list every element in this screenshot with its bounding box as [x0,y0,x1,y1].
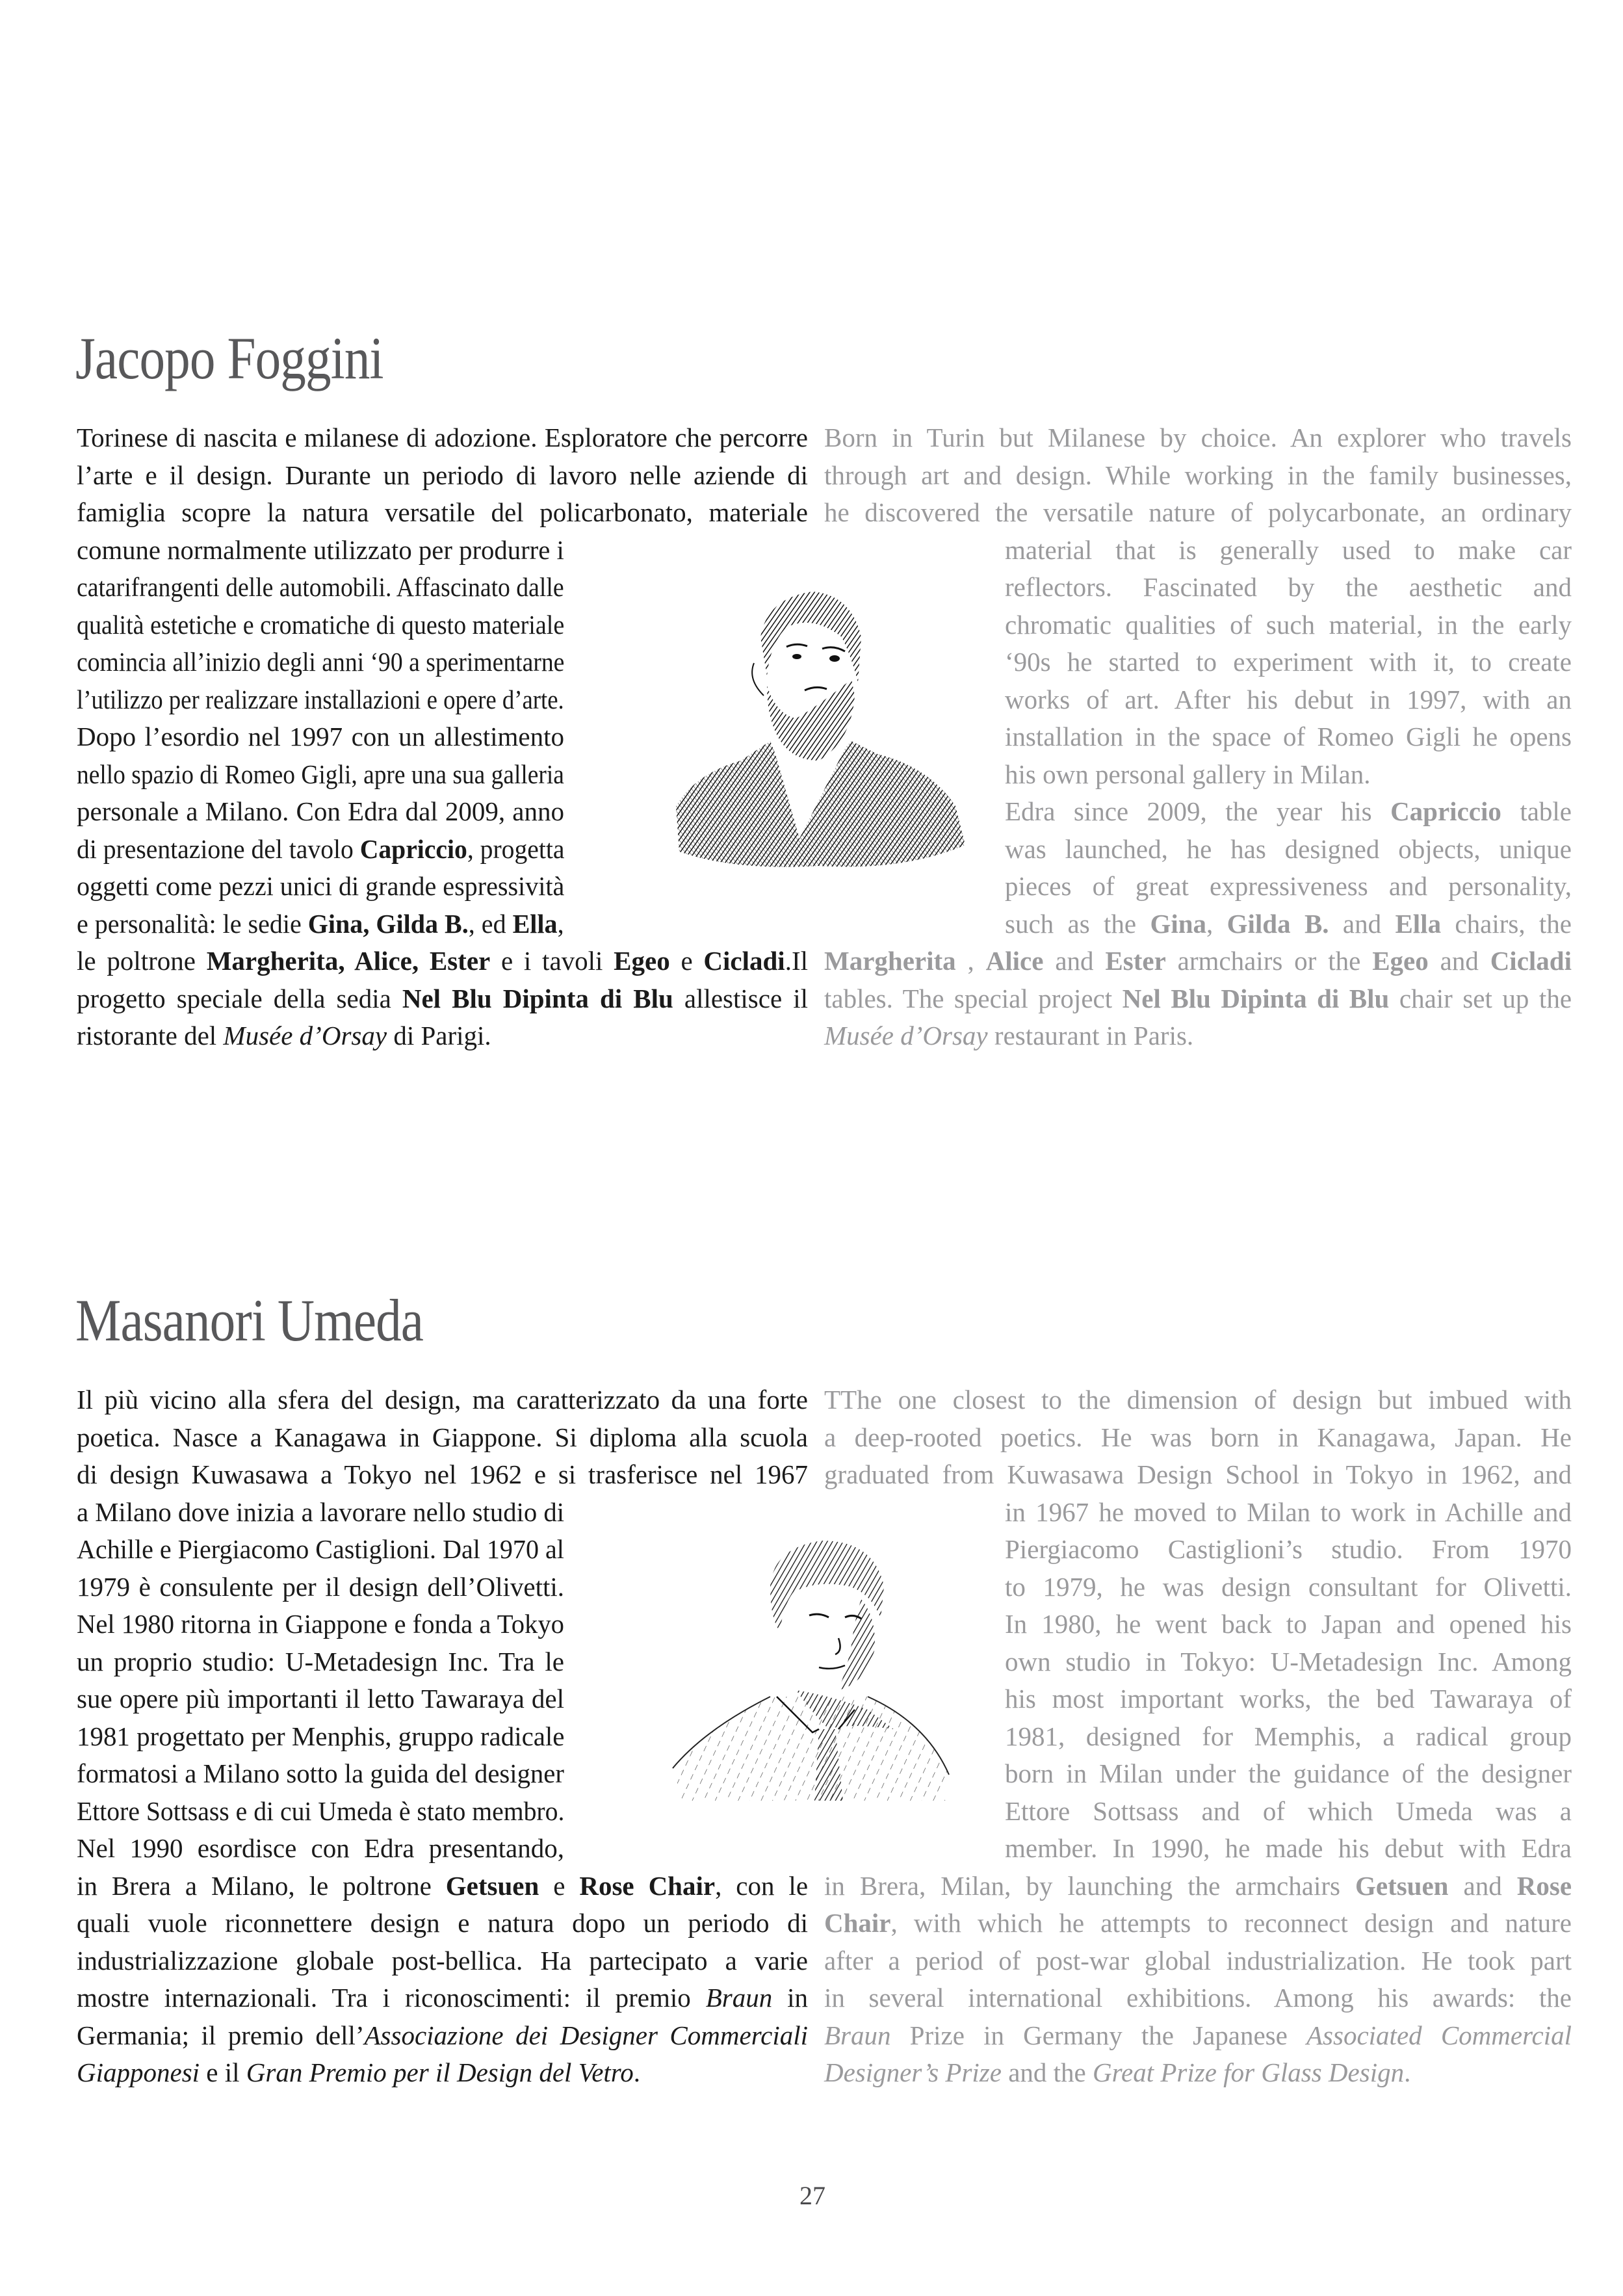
text-run: famiglia scopre la natura versatile del policarbonato, materiale [77,497,808,527]
text-line [1005,718,1572,756]
emphasis-text: Gran Premio per il Design del Vetro [246,2057,634,2087]
text-run: pieces of great expressiveness and personality, [1005,871,1572,901]
text-run: , con le [715,1870,809,1901]
text-run: member. In 1990, he made his debut with Edra [1005,1833,1572,1863]
text-run: , with which he attempts to reconnect design and nature [890,1908,1572,1938]
text-line [77,2054,640,2092]
text-run: mostre internazionali. Tra i riconoscimenti: il premio [77,1983,706,2013]
text-run: .Il [785,946,808,976]
text-run: nello spazio di Romeo Gigli, apre una sua galleria [77,759,564,789]
text-line [77,2017,808,2055]
text-run: 1981 progettato per Menphis, gruppo radicale [77,1721,565,1751]
emphasis-text: Musée d’Orsay [824,1021,988,1050]
text-run: Piergiacomo Castiglioni’s studio. From 1970 [1005,1534,1572,1564]
product-name: Getsuen [445,1870,539,1901]
text-run: in several international exhibitions. Among his awards: the [824,1983,1572,2013]
text-run: armchairs or the [1165,946,1373,976]
emphasis-text: Musée d’Orsay [223,1021,387,1050]
text-run: un proprio studio: U-Metadesign Inc. Tra le [77,1646,564,1676]
text-line [824,2017,1572,2055]
text-run: and [1448,1870,1517,1901]
text-run: In 1980, he went back to Japan and opened his [1005,1609,1572,1639]
text-line [77,980,808,1018]
text-line [1005,1569,1572,1606]
text-run: formatosi a Milano sotto la guida del designer [77,1758,564,1788]
text-line [824,2054,1410,2092]
text-line [1005,1830,1572,1868]
text-run: 1981, designed for Memphis, a radical group [1005,1721,1572,1751]
emphasis-text: Associated Commercial [1306,2020,1572,2050]
text-line [77,1643,564,1681]
text-line [77,943,808,980]
designer-name-title: Masanori Umeda [75,1287,424,1353]
text-run: poetica. Nasce a Kanagawa in Giappone. Si diploma alla scuola [77,1422,808,1452]
text-run: Nel 1980 ritorna in Giappone e fonda a Tokyo [77,1609,565,1639]
text-line [77,457,808,495]
product-name: Ester [1105,946,1166,976]
text-run: di presentazione del tavolo [77,833,360,864]
text-run: quali vuole riconnettere design e natura dopo un periodo di [77,1908,808,1938]
emphasis-text: Giapponesi [77,2057,200,2087]
text-line [824,457,1572,495]
product-name: Gina, Gilda B. [307,908,469,939]
text-run: a Milano dove inizia a lavorare nello studio di [77,1496,565,1527]
text-run: born in Milan under the guidance of the designer [1005,1758,1572,1788]
text-line [77,681,564,719]
text-run: to 1979, he was design consultant for Olivetti. [1005,1571,1572,1602]
text-line [77,1494,564,1532]
text-run: in Brera a Milano, le poltrone [77,1870,446,1901]
portrait-sketch-icon [653,1515,972,1820]
text-run: chair set up the [1389,983,1572,1013]
text-run: industrializzazione globale post-bellica. Ha partecipato a varie [77,1945,808,1976]
product-name: Ella [1395,908,1442,939]
text-run: catarifrangenti delle automobili. Affascinato dalle [77,572,564,602]
text-run: was launched, he has designed objects, unique [1005,833,1572,864]
text-line [824,494,1572,532]
text-run: graduated from Kuwasawa Design School in Tokyo in 1962, and [824,1459,1572,1489]
designer-name-title: Jacopo Foggini [75,325,383,391]
text-line [1005,1680,1572,1718]
text-line [77,1905,808,1942]
text-line [77,419,808,457]
text-run: and the [1001,2057,1093,2087]
text-line [77,1830,564,1868]
text-run: and [1043,946,1106,976]
text-line [1005,1531,1572,1569]
text-run: ‘90s he started to experiment with it, to create [1005,647,1572,677]
text-run: , [1206,908,1227,939]
text-line [1005,793,1572,831]
text-line [77,868,564,906]
text-run: restaurant in Paris. [987,1021,1194,1050]
product-name: Gilda B. [1227,908,1329,939]
text-run: e personalità: le sedie [77,908,308,939]
text-line [77,1979,808,2017]
text-line [824,1017,1193,1055]
text-line [77,607,564,644]
text-line [824,1979,1572,2017]
text-line [1005,644,1572,681]
text-run: , progetta [467,833,565,864]
product-name: Rose [1516,1870,1572,1901]
text-line [77,756,564,794]
text-run: Il più vicino alla sfera del design, ma caratterizzato da una forte [77,1385,808,1415]
text-line [824,980,1572,1018]
text-line [77,1793,564,1831]
text-run: l’utilizzo per realizzare installazioni e opere d’arte. [77,684,564,714]
product-name: Egeo [1372,946,1429,976]
text-run: chromatic qualities of such material, in the early [1005,609,1572,640]
text-run: l’arte e il design. Durante un periodo di lavoro nelle aziende di [77,460,808,490]
text-run: after a period of post-war global industrialization. He took part [824,1945,1572,1976]
text-line [1005,1793,1572,1831]
emphasis-text: Designer’s Prize [824,2057,1002,2087]
emphasis-text: Braun [824,2020,891,2050]
text-line [77,1419,808,1457]
text-run: allestisce il [673,983,808,1013]
text-run: and [1428,946,1490,976]
text-run: oggetti come pezzi unici di grande espressività [77,871,565,901]
text-line [77,1755,564,1793]
text-line [1005,681,1572,719]
text-line [824,419,1572,457]
text-line [1005,607,1572,644]
product-name: Rose Chair [579,1870,716,1901]
text-run: e il [200,2057,246,2087]
product-name: Capriccio [1390,796,1501,826]
text-run: . [633,2057,640,2087]
product-name: Egeo [614,946,670,976]
product-name: Gina [1150,908,1207,939]
text-run: qualità estetiche e cromatiche di questo materiale [77,609,565,640]
text-run: e [539,1870,580,1901]
text-line [824,1942,1572,1980]
text-run: Prize in Germany the Japanese [890,2020,1307,2050]
text-line [77,1017,491,1055]
text-line [1005,569,1572,607]
emphasis-text: Great Prize for Glass Design [1093,2057,1405,2087]
text-line [77,1868,808,1905]
text-run: le poltrone [77,946,207,976]
text-run: his own personal gallery in Milan. [1005,759,1371,789]
text-run: , ed [468,908,513,939]
product-name: Margherita, Alice, Ester [206,946,491,976]
text-run: . [1404,2057,1411,2087]
text-run: Edra since 2009, the year his [1005,796,1391,826]
text-line [1005,756,1371,794]
text-run: in Brera, Milan, by launching the armchairs [824,1870,1355,1901]
text-line [1005,1718,1572,1756]
text-run: and [1329,908,1396,939]
text-run: chairs, the [1441,908,1572,939]
text-line [77,718,564,756]
text-run: ristorante del [77,1021,224,1050]
product-name: Cicladi [1490,946,1572,976]
product-name: Cicladi [703,946,785,976]
product-name: Nel Blu Dipinta di Blu [402,983,673,1013]
text-run: , [955,946,986,976]
text-run: e i tavoli [490,946,614,976]
text-line [824,1905,1572,1942]
text-run: personale a Milano. Con Edra dal 2009, anno [77,796,564,826]
text-run: tables. The special project [824,983,1123,1013]
text-line [77,793,564,831]
text-run: in [772,1983,808,2013]
text-line [77,1531,564,1569]
text-run: installation in the space of Romeo Gigli he opens [1005,722,1572,751]
text-run: in 1967 he moved to Milan to work in Achille and [1005,1496,1572,1527]
text-run: a deep-rooted poetics. He was born in Kanagawa, Japan. He [824,1422,1572,1452]
text-run: material that is generally used to make car [1005,534,1572,565]
text-line [77,1456,808,1494]
text-run: Nel 1990 esordisce con Edra presentando, [77,1833,564,1863]
text-run: comune normalmente utilizzato per produrre i [77,534,564,565]
text-run: he discovered the versatile nature of polycarbonate, an ordinary [824,497,1572,527]
text-run: di design Kuwasawa a Tokyo nel 1962 e si trasferisce nel 1967 [77,1459,808,1489]
emphasis-text: Braun [705,1983,773,2013]
text-run: Born in Turin but Milanese by choice. An explorer who travels [824,423,1572,452]
text-line [77,1381,808,1419]
text-line [1005,906,1572,943]
portrait-sketch-icon [656,566,981,871]
product-name: Nel Blu Dipinta di Blu [1122,983,1390,1013]
text-run: Dopo l’esordio nel 1997 con un allestimento [77,722,564,751]
product-name: Getsuen [1355,1870,1449,1901]
text-line [824,1868,1572,1905]
text-run: Germania; il premio dell’ [77,2020,365,2050]
text-run: Ettore Sottsass and of which Umeda was a [1005,1795,1572,1826]
portrait-image [656,566,981,871]
portrait-image [653,1515,972,1820]
text-line [1005,1606,1572,1643]
text-line [77,1718,564,1756]
text-line [824,1419,1572,1457]
text-run: sue opere più importanti il letto Tawaraya del [77,1684,564,1714]
text-line [824,1381,1572,1419]
product-name: Capriccio [359,833,467,864]
text-line [1005,1643,1572,1681]
text-line [824,943,1572,980]
product-name: Ella [512,908,558,939]
text-line [77,569,564,607]
text-line [77,494,808,532]
text-run: TThe one closest to the dimension of design but imbued with [824,1385,1572,1415]
text-run: such as the [1005,908,1150,939]
text-run: through art and design. While working in the family businesses, [824,460,1572,490]
text-run: his most important works, the bed Tawaraya of [1005,1684,1572,1714]
text-run: Achille e Piergiacomo Castiglioni. Dal 1970 al [77,1534,564,1564]
text-line [824,1456,1572,1494]
text-run: comincia all’inizio degli anni ‘90 a sperimentarne [77,647,565,677]
text-run: Torinese di nascita e milanese di adozione. Esploratore che percorre [77,423,808,452]
text-run: progetto speciale della sedia [77,983,402,1013]
text-line [77,831,564,868]
text-line [77,1942,808,1980]
text-line [77,644,564,681]
page-number: 27 [799,2181,825,2210]
text-line [1005,1494,1572,1532]
product-name: Alice [985,946,1044,976]
text-run: Ettore Sottsass e di cui Umeda è stato membro. [77,1795,565,1826]
text-run: works of art. After his debut in 1997, with an [1005,684,1572,714]
emphasis-text: Associazione dei Designer Commerciali [364,2020,808,2050]
text-run: e [669,946,704,976]
text-run: own studio in Tokyo: U-Metadesign Inc. Among [1005,1646,1572,1676]
text-run: reflectors. Fascinated by the aesthetic and [1005,572,1572,602]
text-line [1005,532,1572,569]
text-line [77,906,564,943]
text-line [77,532,564,569]
text-line [77,1680,564,1718]
text-run: 1979 è consulente per il design dell’Olivetti. [77,1571,564,1602]
text-line [1005,868,1572,906]
text-line [1005,831,1572,868]
text-run: , [557,908,564,939]
text-run: table [1501,796,1572,826]
text-line [77,1606,564,1643]
text-line [77,1569,564,1606]
text-line [1005,1755,1572,1793]
product-name: Margherita [824,946,956,976]
product-name: Chair [824,1908,891,1938]
text-run: di Parigi. [387,1021,491,1050]
